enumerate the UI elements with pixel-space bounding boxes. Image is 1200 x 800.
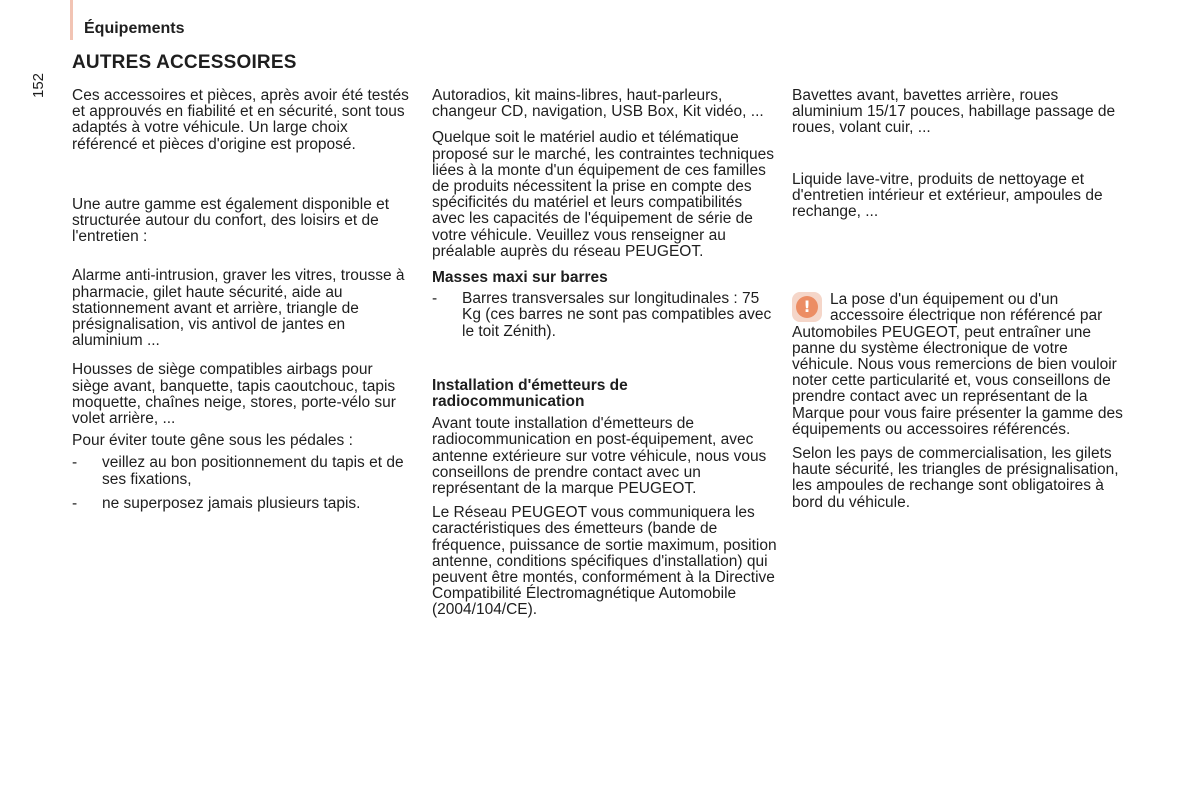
paragraph-network-info: Le Réseau PEUGEOT vous communiquera les caractéristiques des émetteurs (bande de fréquence, puissance de sortie maximum, position antenne, conditions spécifiques d'installation) qui peuvent être montés, conformément à la Directive Compatibilité Électromagnétique Automobile (2004/104/CE). [432, 504, 777, 619]
column-right [792, 88, 1127, 520]
list-item [432, 291, 777, 340]
warning-notice [792, 292, 1127, 438]
list-item-text: Barres transversales sur longitudinales : 75 Kg (ces barres ne sont pas compatibles avec le toit Zénith). [462, 290, 772, 340]
paragraph-maintenance-items: Liquide lave-vitre, produits de nettoyage et d'entretien intérieur et extérieur, ampoules de rechange, ... [792, 170, 1103, 221]
exclamation-icon: ! [796, 296, 818, 318]
pedal-bullet-list [72, 455, 412, 512]
bullet-dash: - [432, 290, 438, 308]
heading-roof-bars: Masses maxi sur barres [432, 269, 608, 287]
paragraph-radio-install: Avant toute installation d'émetteurs de radiocommunication en post-équipement, avec antenne extérieure sur votre véhicule, nous vous conseillons de prendre contact avec un représentant de la marque PEUGEOT. [432, 415, 767, 498]
page-title: AUTRES ACCESSOIRES [72, 52, 297, 73]
bullet-dash: - [72, 454, 78, 472]
paragraph-range: Une autre gamme est également disponible et structurée autour du confort, des loisirs et de l'entretien : [72, 195, 390, 246]
paragraph-mandatory-equipment: Selon les pays de commercialisation, les gilets haute sécurité, les triangles de présignalisation, les ampoules de rechange sont obligatoires à bord du véhicule. [792, 445, 1119, 511]
warning-text: La pose d'un équipement ou d'un accessoire électrique non référencé par Automobiles PEUGEOT, peut entraîner une panne du système électronique de votre véhicule. Nous vous remercions de bien vouloir noter cette particularité et, vous conseillons de prendre contact avec un représentant de la Marque pour vous faire présenter la gamme des équipements ou accessoires référencés. [792, 291, 1123, 438]
paragraph-comfort-items: Housses de siège compatibles airbags pour siège avant, banquette, tapis caoutchouc, tapis moquette, chaînes neige, stores, porte-vélo sur volet arrière, ... [72, 361, 396, 428]
page-number: 152 [30, 72, 47, 98]
paragraph-pedals: Pour éviter toute gêne sous les pédales : [72, 432, 353, 450]
section-accent-bar [70, 0, 73, 40]
bullet-dash: - [72, 494, 78, 512]
roof-bars-list [432, 291, 777, 340]
section-header: Équipements [84, 20, 185, 37]
paragraph-intro: Ces accessoires et pièces, après avoir été testés et approuvés en fiabilité et en sécurité, sont tous adaptés à votre véhicule. Un large choix référencé et pièces d'origine est proposé. [72, 87, 409, 153]
paragraph-audio-constraints: Quelque soit le matériel audio et télématique proposé sur le marché, les contraintes techniques liées à la monte d'un équipement de ces familles de produits nécessitent la prise en compte des spécificités du matériel et leurs compatibilités avec les capacités de l'équipement de série de votre véhicule. Veuillez vous renseigner au préalable auprès du réseau PEUGEOT. [432, 129, 775, 260]
paragraph-security-items: Alarme anti-intrusion, graver les vitres, trousse à pharmacie, gilet haute sécurité, aide au stationnement avant et arrière, triangle de présignalisation, vis antivol de jantes en aluminium ... [72, 267, 405, 350]
paragraph-exterior-items: Bavettes avant, bavettes arrière, roues aluminium 15/17 pouces, habillage passage de roues, volant cuir, ... [792, 87, 1116, 137]
list-item-text: ne superposez jamais plusieurs tapis. [102, 494, 361, 512]
list-item-text: veillez au bon positionnement du tapis et de ses fixations, [102, 454, 404, 488]
heading-radio-install: Installation d'émetteurs de radiocommunication [432, 376, 628, 411]
paragraph-audio-items: Autoradios, kit mains-libres, haut-parleurs, changeur CD, navigation, USB Box, Kit vidéo, ... [432, 87, 764, 121]
list-item [72, 455, 412, 487]
column-middle [432, 88, 777, 628]
column-left [72, 88, 412, 520]
warning-icon [792, 292, 822, 322]
list-item [72, 496, 412, 512]
